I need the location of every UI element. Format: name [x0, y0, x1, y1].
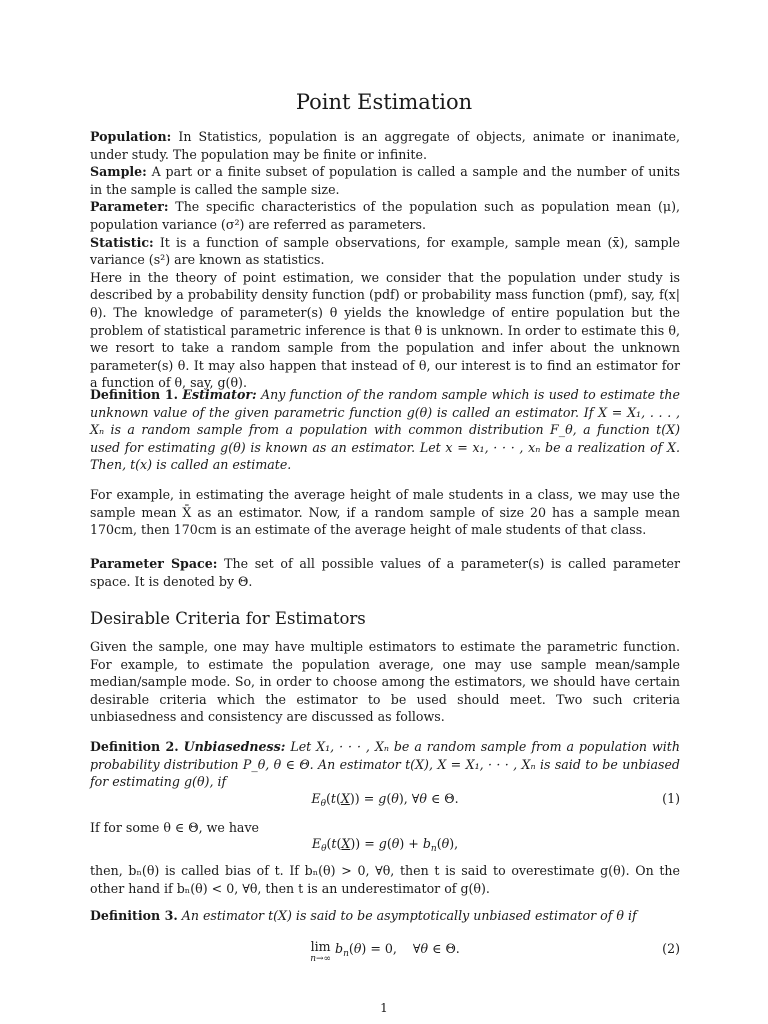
equation-2	[90, 940, 680, 968]
example-paragraph	[90, 486, 680, 539]
statistic-text: It is a function of sample observations, for example, sample mean (x̄), sample variance (s²) are known as statistics.	[90, 234, 680, 268]
statistic-definition	[90, 234, 680, 269]
population-text: In Statistics, population is an aggregate of objects, animate or inanimate, under study. The population may be finite or infinite.	[90, 129, 680, 162]
if-some-text: If for some θ ∈ Θ, we have	[90, 820, 260, 835]
definition-2	[90, 738, 680, 791]
definition-1-term: Estimator:	[182, 387, 257, 402]
sample-text: A part or a finite subset of population is called a sample and the number of units in the sample is called the sample size.	[90, 164, 680, 197]
definition-3-text: An estimator t(X) is said to be asymptotically unbiased estimator of θ if	[181, 908, 637, 923]
parameter-definition	[90, 198, 680, 233]
page-number: 1	[380, 1001, 388, 1015]
definition-2-text: Let X₁, · · · , Xₙ be a random sample from a population with probability distribution P_θ, θ ∈ Θ. An estimator t(X), X = X₁, · · · , Xₙ is said to be unbiased for estimating g(θ), if	[90, 739, 680, 790]
definition-3-label: Definition 3.	[90, 908, 178, 923]
section-heading: Desirable Criteria for Estimators	[90, 609, 366, 628]
basic-definitions	[90, 128, 680, 392]
parameter-space-term: Parameter Space:	[90, 556, 218, 571]
sample-term: Sample:	[90, 164, 147, 180]
equation-1-number: (1)	[662, 791, 680, 806]
if-some-line	[90, 819, 680, 837]
bias-equation	[90, 835, 680, 855]
definition-2-term: Unbiasedness:	[183, 739, 286, 754]
definition-1	[90, 386, 680, 474]
bias-paragraph	[90, 862, 680, 897]
statistic-term: Statistic:	[90, 234, 154, 250]
bias-equation-body: $E_\theta(t(X)) = g(\theta) + b_n(\theta)$,	[311, 836, 459, 854]
population-term: Population:	[90, 129, 172, 144]
equation-1-body: $E_\theta(t(X)) = g(\theta)$, ∀θ ∈ Θ.	[311, 791, 459, 809]
bias-text: then, bₙ(θ) is called bias of t. If bₙ(θ) > 0, ∀θ, then t is said to overestimate g(θ). On the other hand if bₙ(θ) < 0, ∀θ, then t is an underestimator of g(θ).	[90, 863, 680, 896]
criteria-paragraph	[90, 638, 680, 726]
equation-1	[90, 790, 680, 810]
example-text: For example, in estimating the average height of male students in a class, we may use the sample mean X̄ as an estimator. Now, if a random sample of size 20 has a sample mean 170cm, then 170cm is an estimate of the average height of male students of that class.	[90, 487, 680, 538]
parameter-space-definition	[90, 555, 680, 590]
sample-definition	[90, 163, 680, 198]
parameter-text: The specific characteristics of the population such as population mean (μ), population variance (σ²) are referred as parameters.	[90, 199, 680, 232]
definition-1-text: Any function of the random sample which is used to estimate the unknown value of the given parametric function g(θ) is called an estimator. If X = X₁, . . . , Xₙ is a random sample from a population with common distribution F_θ, a function t(X) used for estimating g(θ) is known as an estimator. Let x = x₁, · · · , xₙ be a realization of X. Then, t(x) is called an estimate.	[90, 387, 680, 473]
definition-2-label: Definition 2.	[90, 739, 179, 754]
population-definition	[90, 128, 680, 163]
equation-2-number: (2)	[662, 941, 680, 956]
parameter-term: Parameter:	[90, 199, 169, 215]
equation-2-body: lim n→∞ $b_n(\theta) = 0$, ∀θ ∈ Θ.	[310, 939, 460, 964]
definition-1-label: Definition 1.	[90, 387, 179, 402]
criteria-text: Given the sample, one may have multiple estimators to estimate the parametric function. For example, to estimate the population average, one may use sample mean/sample median/sample mode. So, in order to choose among the estimators, we should have certain desirable criteria which the estimator to be used should meet. Two such criteria unbiasedness and consistency are discussed as follows.	[90, 639, 680, 725]
parameter-space-text: The set of all possible values of a parameter(s) is called parameter space. It is denoted by Θ.	[90, 556, 680, 589]
page-title: Point Estimation	[295, 90, 473, 114]
definition-3	[90, 907, 680, 925]
theory-paragraph: Here in the theory of point estimation, we consider that the population under study is described by a probability density function (pdf) or probability mass function (pmf), say, f(x|θ). The knowledge of parameter(s) θ yields the knowledge of entire population but the problem of statistical parametric inference is that θ is unknown. In order to estimate this θ, we resort to take a random sample from the population and infer about the unknown parameter(s) θ. It may also happen that instead of θ, our interest is to find an estimator for a function of θ, say, g(θ).	[90, 269, 680, 391]
